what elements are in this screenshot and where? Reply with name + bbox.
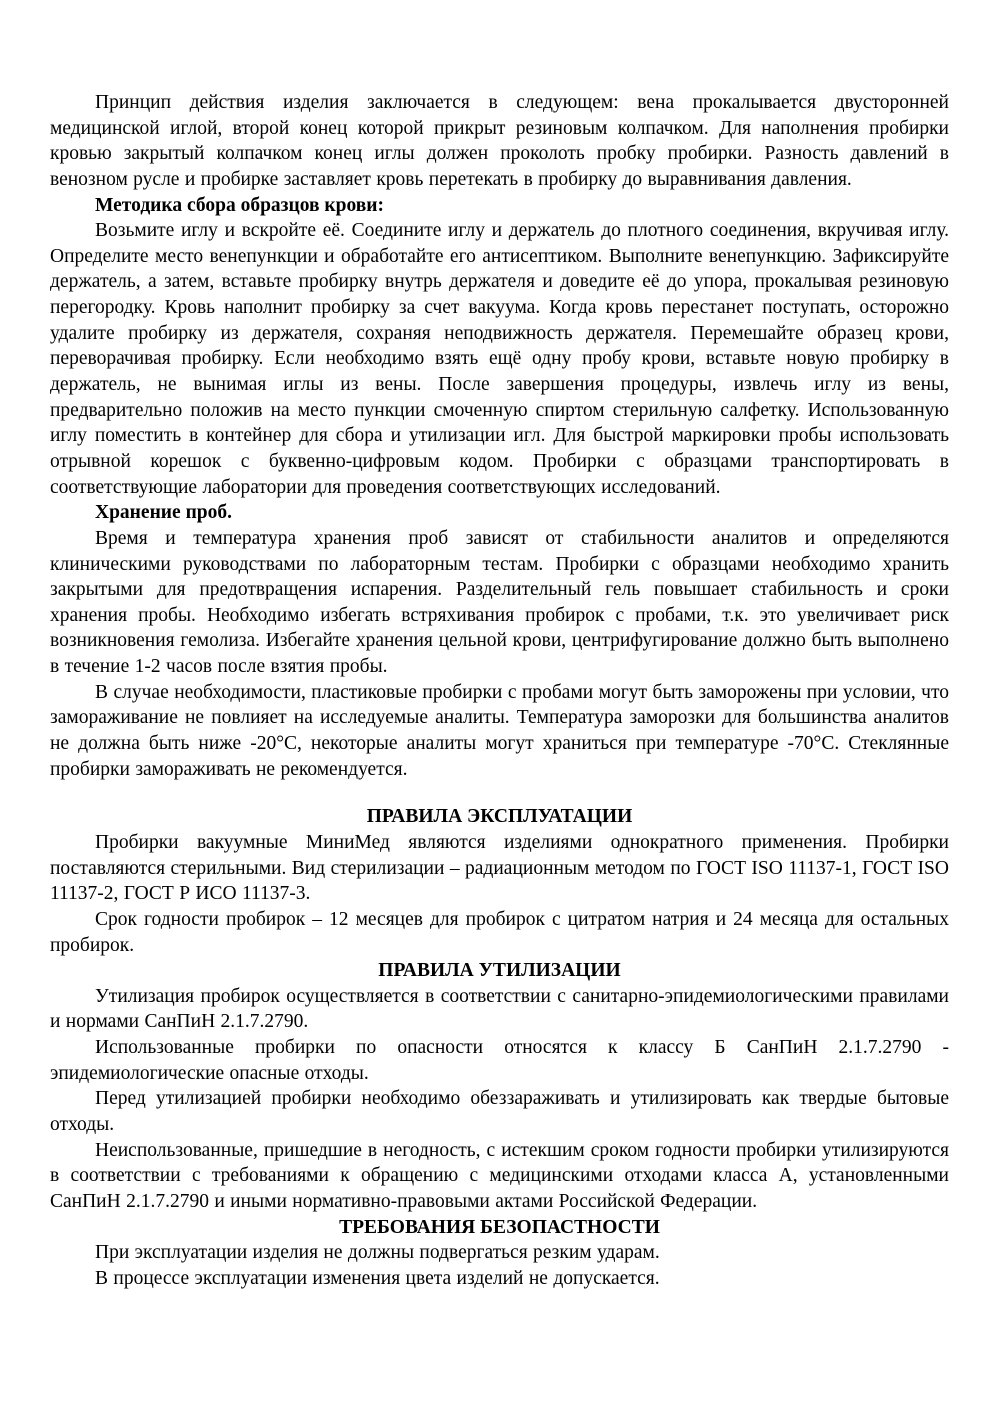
paragraph-collection-procedure: Возьмите иглу и вскройте её. Соедините иглу и держатель до плотного соединения, вкручивая иглу. Определите место венепункции и обработайте его антисептиком. Выполните венепункцию. Зафиксируйте держатель, а затем, вставьте пробирку внутрь держателя и доведите её до упора, прокалывая резиновую перегородку. Кровь наполнит пробирку за счет вакуума. Когда кровь перестанет поступать, осторожно удалите пробирку из держателя, сохраняя неподвижность держателя. Перемешайте образец крови, переворачивая пробирку. Если необходимо взять ещё одну пробу крови, вставьте новую пробирку в держатель, не вынимая иглы из вены. После завершения процедуры, извлечь иглу из вены, предварительно положив на место пункции смоченную спиртом стерильную салфетку. Использованную иглу поместить в контейнер для сбора и утилизации игл. Для быстрой маркировки пробы использовать отрывной корешок с буквенно-цифровым кодом. Пробирки с образцами транспортировать в соответствующие лаборатории для проведения соответствующих исследований. [50,220,949,498]
section-heading-safety-requirements: ТРЕБОВАНИЯ БЕЗОПАСТНОСТИ [339,1216,660,1238]
paragraph-principle: Принцип действия изделия заключается в следующем: вена прокалывается двусторонней медицинской иглой, второй конец которой прикрыт резиновым колпачком. Для наполнения пробирки кровью закрытый колпачком конец иглы должен проколоть пробку пробирки. Разность давлений в венозном русле и пробирке заставляет кровь перетекать в пробирку до выравнивания давления. [50,92,949,190]
paragraph-shelf-life: Срок годности пробирок – 12 месяцев для пробирок с цитратом натрия и 24 месяца для остальных пробирок. [50,908,949,956]
paragraph-disinfection-before-disposal: Перед утилизацией пробирки необходимо обеззараживать и утилизировать как твердые бытовые отходы. [50,1088,949,1135]
section-heading-blood-collection-method: Методика сбора образцов крови: [95,194,385,216]
paragraph-freezing-conditions: В случае необходимости, пластиковые пробирки с пробами могут быть заморожены при условии, что замораживание не повлияет на исследуемые аналиты. Температура заморозки для большинства аналитов не должна быть ниже -20°С, некоторые аналиты могут храниться при температуре -70°С. Стеклянные пробирки замораживать не рекомендуется. [50,681,949,780]
paragraph-no-color-change: В процессе эксплуатации изменения цвета изделий не допускается. [95,1267,660,1289]
paragraph-storage-conditions: Время и температура хранения проб зависят от стабильности аналитов и определяются клиническими руководствами по лабораторным тестам. Пробирки с образцами необходимо хранить закрытыми для предотвращения испарения. Разделительный гель повышает стабильность и сроки хранения пробы. Необходимо избегать встряхивания пробирок с пробами, т.к. это увеличивает риск возникновения гемолиза. Избегайте хранения цельной крови, центрифугирование должно быть выполнено в течение 1-2 часов после взятия пробы. [50,527,949,678]
paragraph-disposal-sanpin: Утилизация пробирок осуществляется в соответствии с санитарно-эпидемиологическими правилами и нормами СанПиН 2.1.7.2790. [50,985,949,1033]
section-heading-disposal-rules: ПРАВИЛА УТИЛИЗАЦИИ [378,960,621,982]
section-heading-operation-rules: ПРАВИЛА ЭКСПЛУАТАЦИИ [366,806,633,828]
paragraph-unused-tubes-class-a: Неиспользованные, пришедшие в негодность, с истекшим сроком годности пробирки утилизируются в соответствии с требованиями к обращению с медицинскими отходами класса А, установленными СанПиН 2.1.7.2790 и иными нормативно-правовыми актами Российской Федерации. [50,1139,949,1212]
paragraph-used-tubes-class-b: Использованные пробирки по опасности относятся к классу Б СанПиН 2.1.7.2790 - эпидемиологические опасные отходы. [50,1037,949,1084]
paragraph-no-sharp-impacts: При эксплуатации изделия не должны подвергаться резким ударам. [95,1242,660,1264]
paragraph-single-use-sterilization: Пробирки вакуумные МиниМед являются изделиями однократного применения. Пробирки поставляются стерильными. Вид стерилизации – радиационным методом по ГОСТ ISO 11137-1, ГОСТ ISO 11137-2, ГОСТ Р ИСО 11137-3. [50,831,949,905]
section-heading-sample-storage: Хранение проб. [95,502,233,524]
